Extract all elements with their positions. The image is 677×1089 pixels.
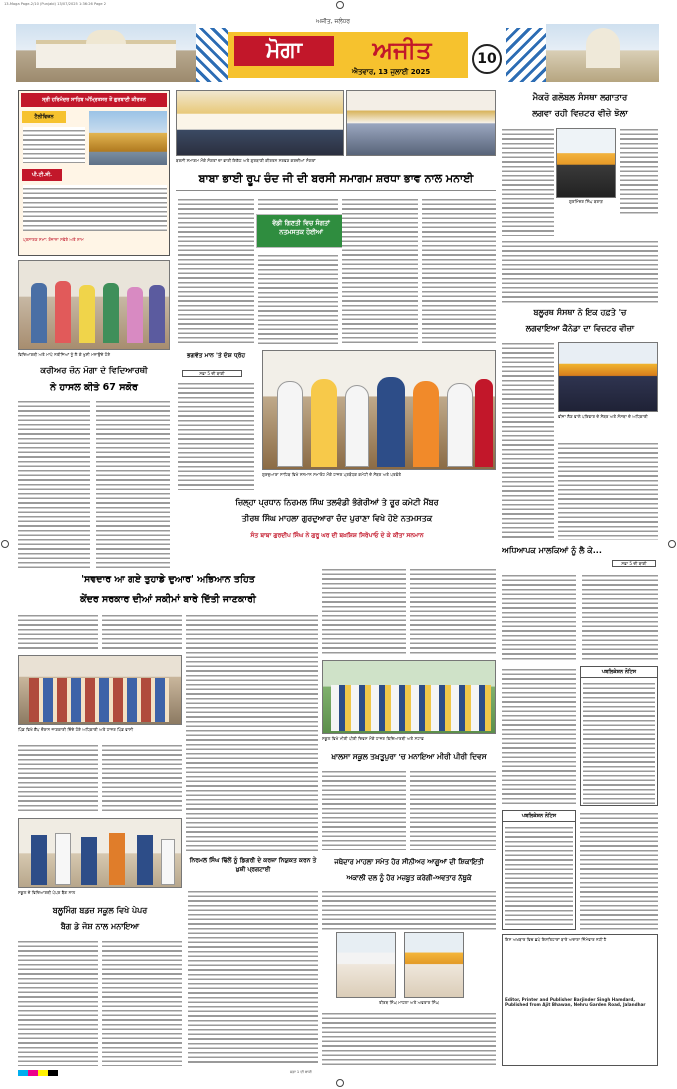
bhagwant-text — [178, 380, 254, 490]
masthead-title-box — [228, 32, 468, 78]
swadar-text-1 — [18, 612, 98, 652]
main-subhead-text: ਵੱਡੀ ਗਿਣਤੀ ਵਿਚ ਸੰਗਤਾਂ ਨਤਮਸਤਕ ਹੋਈਆਂ — [257, 215, 345, 247]
macro-text-3 — [502, 238, 658, 304]
teacher-text-2 — [582, 572, 658, 662]
ad-label-ptc: ਪੀ.ਟੀ.ਸੀ. — [22, 169, 62, 181]
macro-photo — [556, 128, 616, 198]
khalsa-text-1 — [322, 768, 406, 850]
main-headline: ਬਾਬਾ ਭਾਈ ਰੂਪ ਚੰਦ ਜੀ ਦੀ ਬਰਸੀ ਸਮਾਗਮ ਸ਼ਰਧਾ ਭਾਵ ਨਾਲ ਮਨਾਈ — [176, 168, 496, 191]
main-photo-right — [346, 90, 496, 156]
nirmal-text — [188, 888, 318, 1066]
publication-notice-2 — [502, 810, 576, 930]
swadar-photo — [18, 655, 182, 725]
teacher-text-3 — [502, 666, 576, 806]
teacher-sub: ਸਫ਼ਾ 5 ਦੀ ਬਾਕੀ — [612, 560, 656, 567]
nishan-headline-1: ਜ਼ਿਲ੍ਹਾ ਪ੍ਰਧਾਨ ਨਿਰਮਲ ਸਿੰਘ ਤਲਵੰਡੀ ਭੰਗੇਰੀਆਂ ਤੇ ਰੂਰ ਕਮੇਟੀ ਮੈਂਬਰ — [235, 498, 439, 507]
ad-text — [23, 127, 85, 163]
main-photo-left — [176, 90, 344, 156]
imprint-note-1: ਇਸ ਅਖ਼ਬਾਰ ਵਿਚ ਛਪੇ ਇਸ਼ਤਿਹਾਰਾਂ ਬਾਰੇ ਅਦਾਰਾ ਜ਼ਿੰਮੇਵਾਰ ਨਹੀਂ ਹੈ — [505, 937, 607, 942]
notice-title-2: ਪਬਲਿਕੇਸ਼ਨ ਨੋਟਿਸ — [503, 811, 575, 822]
jathedar-text-1 — [322, 888, 496, 930]
publication-notice-1 — [580, 666, 658, 806]
students-photo-caption: ਵਿਦਿਆਰਥੀ ਅਤੇ ਮਾਪੇ ਨਤੀਜਿਆਂ ਨੂੰ ਲੈ ਕੇ ਖੁਸ਼ੀ ਮਨਾਉਂਦੇ ਹੋਏ — [18, 352, 111, 357]
khalsa-photo — [322, 660, 496, 734]
career-zone-headline-2: ਨੇ ਹਾਸਲ ਕੀਤੇ 67 ਸਕੋਰ — [50, 382, 138, 393]
masthead-kicker: ਅਜੀਤ, ਜਲੰਧਰ — [316, 18, 351, 25]
nirmal-headline: ਨਿਰਮਲ ਸਿੰਘ ਢਿੱਲੋਂ ਨੂੰ ਡਿਗਰੀ ਦੇ ਕਰਜ਼ਾ ਨਿਯੁਕਤ ਕਰਨ ਤੇ ਖ਼ੁਸ਼ੀ ਪ੍ਰਗਟਾਈ — [189, 857, 317, 873]
khalsa-text-top-1 — [322, 566, 406, 656]
macro-photo-caption: ਗੁਰਮਿੰਦਰ ਸਿੰਘ ਬਰਾੜ — [568, 199, 604, 204]
gurdwara-photo — [262, 350, 496, 470]
nishan-subhead: ਸੰਤ ਬਾਬਾ ਗੁਰਦੀਪ ਸਿੰਘ ਨੇ ਗੁਰੂ ਘਰ ਦੀ ਬਖ਼ਸ਼ਿਸ਼ ਸਿਰੋਪਾਓ ਦੇ ਕੇ ਕੀਤਾ ਸਨਮਾਨ — [250, 532, 424, 539]
jathedar-headline-1: ਜਥੇਦਾਰ ਮਾਹਲਾ ਸਮੇਤ ਹੋਰ ਸੀਨੀਅਰ ਆਗੂਆਂ ਦੀ ਸ਼ਿਕਾਇਤੀ — [334, 858, 484, 866]
notice-text-2 — [505, 824, 573, 928]
print-line: 13-Moga Page-2/10 (Punjabi) 13/07/2025 1:36:26 Page 2 — [4, 2, 107, 6]
jathedar-photo-caption: ਤੀਰਥ ਸਿੰਘ ਮਾਹਲਾ ਅਤੇ ਅਵਤਾਰ ਸਿੰਘ — [379, 1000, 439, 1005]
masthead-title-left: ਮੋਗਾ — [234, 36, 334, 66]
school-photo — [18, 818, 182, 888]
masthead-photo-right — [546, 24, 659, 82]
teacher-text-1 — [502, 572, 576, 662]
blooming-headline-2: ਬੈਗ ਡੇ ਜੋਸ਼ ਨਾਲ ਮਨਾਇਆ — [60, 922, 140, 931]
students-photo — [18, 260, 170, 350]
ad-headline: ਸ੍ਰੀ ਹਰਿਮੰਦਰ ਸਾਹਿਬ ਅੰਮ੍ਰਿਤਸਰ ਤੋਂ ਗੁਰਬਾਣੀ ਕੀਰਤਨ — [21, 93, 167, 107]
blooming-headline-1: ਬਲੂਮਿੰਗ ਬਡਜ਼ ਸਕੂਲ ਵਿਖੇ ਪੇਪਰ — [52, 906, 148, 915]
swadar-text-3 — [186, 612, 318, 852]
main-text-3 — [258, 252, 338, 346]
blooming-text-1 — [18, 938, 98, 1066]
jathedar-headline-2: ਅਕਾਲੀ ਦਲ ਨੂੰ ਹੋਰ ਮਜ਼ਬੂਤ ਕਰੇਗੀ-ਅਵਤਾਰ ਨੱਥੂਕੇ — [346, 874, 472, 882]
main-photo-caption: ਬਰਸੀ ਸਮਾਗਮ ਮੌਕੇ ਸੰਗਤਾਂ ਦਾ ਭਾਰੀ ਇਕੱਠ ਅਤੇ ਗੁਰਬਾਣੀ ਕੀਰਤਨ ਸਰਵਣ ਕਰਦੀਆਂ ਸੰਗਤਾਂ — [176, 158, 316, 163]
swadar-text-4 — [18, 742, 98, 812]
ad-golden-temple — [89, 111, 167, 165]
khalsa-headline: ਖ਼ਾਲਸਾ ਸਕੂਲ ਤਖ਼ਤੂਪੁਰਾ 'ਚ ਮਨਾਇਆ ਮੀਰੀ ਪੀਰੀ ਦਿਵਸ — [331, 752, 487, 761]
swadar-headline-2: ਕੇਂਦਰ ਸਰਕਾਰ ਦੀਆਂ ਸਕੀਮਾਂ ਬਾਰੇ ਦਿੱਤੀ ਜਾਣਕਾਰੀ — [80, 594, 256, 605]
macro-headline-2: ਲਗਵਾ ਰਹੀ ਵਿਜ਼ਟਰ ਵੀਜ਼ੇ ਝੋਲਾ — [532, 109, 628, 119]
jathedar-text-2 — [322, 1010, 496, 1066]
bluereth-text-2 — [558, 440, 658, 540]
footer-cut: ਸਫ਼ਾ 1 ਦੀ ਬਾਕੀ — [290, 1070, 312, 1074]
main-text-2 — [258, 196, 338, 210]
bhagwant-headline: ਭਗਵੰਤ ਮਾਨ 'ਤੇ ਦੋਸ਼ ਧ੍ਰੋਹ — [186, 352, 246, 359]
blooming-text-2 — [102, 938, 182, 1066]
main-text-1 — [178, 196, 254, 346]
school-photo-caption: ਸਕੂਲ ਦੇ ਵਿਦਿਆਰਥੀ ਪੇਪਰ ਬੈਗ ਨਾਲ — [18, 890, 76, 895]
masthead-photo-left — [16, 24, 196, 82]
masthead-pattern-right — [506, 28, 546, 82]
bluereth-text-1 — [502, 340, 554, 540]
career-zone-text-2 — [96, 398, 170, 568]
khalsa-text-top-2 — [410, 566, 496, 656]
masthead-title-right: ਅਜੀਤ — [372, 35, 432, 64]
swadar-headline-1: 'ਸਵਦਾਰ ਆ ਗਏ ਤੁਹਾਡੇ ਦੁਆਰ' ਅਭਿਆਨ ਤਹਿਤ — [81, 574, 255, 585]
nishan-headline-2: ਤੀਰਥ ਸਿੰਘ ਮਾਹਲਾ ਗੁਰਦੁਆਰਾ ਚੰਦ ਪੁਰਾਣਾ ਵਿਖੇ ਹੋਏ ਨਤਮਸਤਕ — [241, 514, 433, 523]
page-number: 10 — [472, 44, 502, 74]
bluereth-photo-caption: ਵੀਜ਼ਾ ਲੈਣ ਵਾਲੇ ਪਰਿਵਾਰ ਦੇ ਮੈਂਬਰ ਅਤੇ ਸੰਸਥਾ ਦੇ ਅਧਿਕਾਰੀ — [558, 414, 648, 419]
teacher-headline: ਅਧਿਆਪਕ ਮਾਲਕਿਆਂ ਨੂੰ ਲੈ ਕੇ... — [502, 546, 602, 555]
right-bottom-text — [580, 810, 658, 930]
bhagwant-sub: ਸਫ਼ਾ 5 ਦੀ ਬਾਕੀ — [182, 370, 242, 377]
macro-text-1 — [502, 126, 554, 236]
color-bar — [18, 1070, 58, 1076]
registration-mark-right — [668, 540, 676, 548]
main-subhead — [256, 214, 346, 248]
masthead-pattern-left — [196, 28, 228, 82]
notice-text-1 — [583, 680, 655, 804]
jathedar-photo-2 — [404, 932, 464, 998]
notice-title-1: ਪਬਲਿਕੇਸ਼ਨ ਨੋਟਿਸ — [581, 667, 657, 678]
swadar-text-2 — [102, 612, 182, 652]
gurdwara-photo-caption: ਗੁਰਦੁਆਰਾ ਸਾਹਿਬ ਵਿਖੇ ਸਨਮਾਨ ਸਮਾਰੋਹ ਮੌਕੇ ਹਾਜ਼ਰ ਪ੍ਰਬੰਧਕ ਕਮੇਟੀ ਦੇ ਮੈਂਬਰ ਅਤੇ ਪਤਵੰਤੇ — [262, 472, 402, 477]
registration-mark-top — [336, 1, 344, 9]
registration-mark-left — [1, 540, 9, 548]
bluereth-headline-1: ਬਲੂਰਥ ਸੰਸਥਾ ਨੇ ਇਕ ਹਫ਼ਤੇ 'ਚ — [533, 308, 627, 317]
career-zone-text-1 — [18, 398, 90, 568]
macro-headline-1: ਮੈਕਰੋ ਗਲੋਬਲ ਸੰਸਥਾ ਲਗਾਤਾਰ — [532, 93, 628, 103]
main-text-4 — [342, 196, 418, 346]
khalsa-text-2 — [410, 768, 496, 850]
ad-schedule — [23, 185, 167, 231]
masthead-date: ਐਤਵਾਰ, 13 ਜੁਲਾਈ 2025 — [352, 68, 431, 76]
bluereth-photo — [558, 342, 658, 412]
career-zone-headline-1: ਕਰੀਅਰ ਜ਼ੋਨ ਮੋਗਾ ਦੇ ਵਿਦਿਆਰਥੀ — [40, 366, 148, 376]
bluereth-headline-2: ਲਗਵਾਇਆ ਕੈਨੇਡਾ ਦਾ ਵਿਜ਼ਟਰ ਵੀਜ਼ਾ — [525, 324, 635, 333]
registration-mark-bottom — [336, 1079, 344, 1087]
masthead — [16, 18, 659, 82]
khalsa-photo-caption: ਸਕੂਲ ਵਿਖੇ ਮੀਰੀ ਪੀਰੀ ਦਿਵਸ ਮੌਕੇ ਹਾਜ਼ਰ ਵਿਦਿਆਰਥੀ ਅਤੇ ਸਟਾਫ਼ — [322, 736, 424, 741]
main-text-5 — [422, 196, 496, 346]
swadar-photo-caption: ਪਿੰਡ ਵਿਖੇ ਕੈਂਪ ਦੌਰਾਨ ਜਾਣਕਾਰੀ ਦਿੰਦੇ ਹੋਏ ਅਧਿਕਾਰੀ ਅਤੇ ਹਾਜ਼ਰ ਪਿੰਡ ਵਾਸੀ — [18, 727, 134, 732]
jathedar-photo-1 — [336, 932, 396, 998]
ad-label-live: ਟੈਲੀਵਿਜ਼ਨ — [22, 111, 66, 123]
kirtan-ad — [18, 90, 170, 256]
swadar-text-5 — [102, 742, 182, 812]
imprint-box — [502, 934, 658, 1066]
ad-note: ਪ੍ਰਸਾਰਣ ਸਮਾਂ: ਰੋਜ਼ਾਨਾ ਸਵੇਰੇ ਅਤੇ ਸ਼ਾਮ — [23, 237, 84, 242]
macro-text-2 — [620, 126, 658, 216]
imprint-note-2: Editor, Printer and Publisher Barjinder Singh Hamdard, Published from Ajit Bhawan, Nehru Garden Road, Jalandhar — [505, 997, 646, 1008]
